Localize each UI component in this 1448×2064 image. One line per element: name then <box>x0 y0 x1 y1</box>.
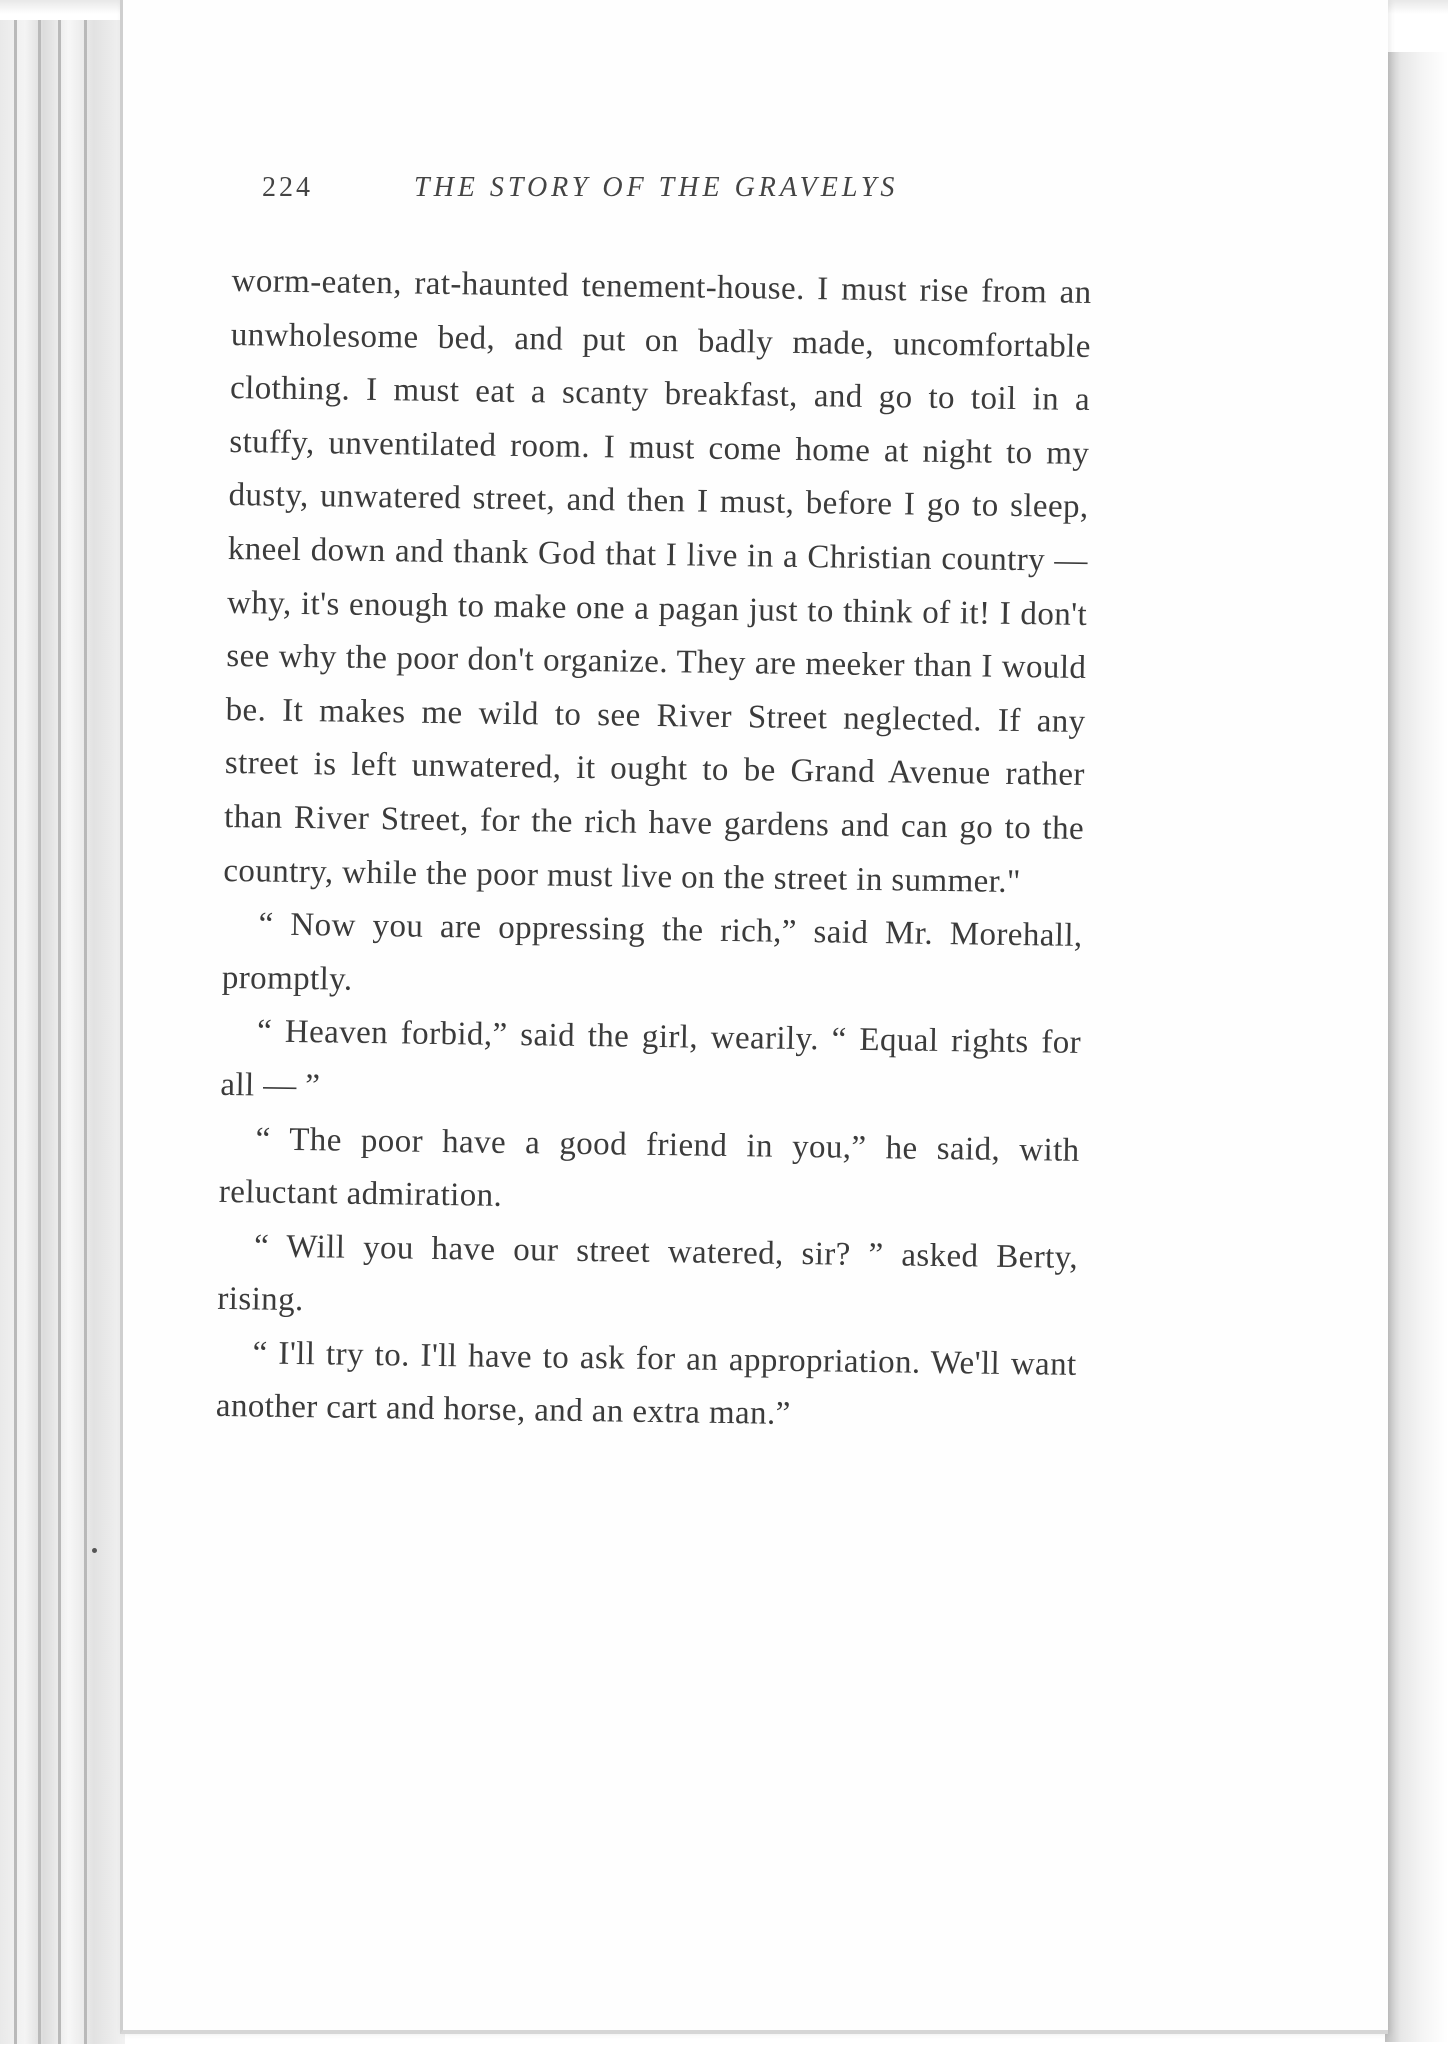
page-edge-line <box>58 20 61 2044</box>
scan-speck <box>92 1548 97 1553</box>
running-title: THE STORY OF THE GRAVELYS <box>414 172 899 203</box>
paragraph: “ The poor have a good friend in you,” he said, with reluctant admiration. <box>218 1120 1080 1214</box>
page-edge-line <box>84 20 87 2044</box>
paragraph: worm-eaten, rat-haunted tenement-house. I must rise from an unwholesome bed, and put on badly made, uncomfortable clothing. I must eat a scanty breakfast, and go to toil in a stuffy, unventilated room. I must come home at night to my dusty, unwatered street, and then I must, before I go to sleep, kneel down and thank God that I live in a Christian country — why, it's enough to make one a pagan just to think of it! I don't see why the poor don't organize. They are meeker than I would be. It makes me wild to see River Street neglected. If any street is left unwatered, it ought to be Grand Avenue rather than River Street, for the rich have gardens and can go to the country, while the poor must live on the street in summer." <box>223 262 1092 900</box>
paragraph: “ Now you are oppressing the rich,” said Mr. Morehall, promptly. <box>221 906 1083 998</box>
facing-page-edge <box>1385 52 1448 2042</box>
running-head <box>262 172 1122 222</box>
page-edge-line <box>38 20 41 2044</box>
paragraph: “ Heaven forbid,” said the girl, wearily. “ Equal rights for all — ” <box>220 1013 1082 1105</box>
page-stack-left <box>0 20 125 2044</box>
paragraph: “ Will you have our street watered, sir? ” asked Berty, rising. <box>217 1228 1079 1319</box>
page-edge-line <box>14 20 17 2044</box>
page-number: 224 <box>262 172 313 203</box>
paragraph: “ I'll try to. I'll have to ask for an appropriation. We'll want another cart and horse, and an extra man.” <box>215 1335 1077 1433</box>
body-text <box>216 255 1092 1446</box>
